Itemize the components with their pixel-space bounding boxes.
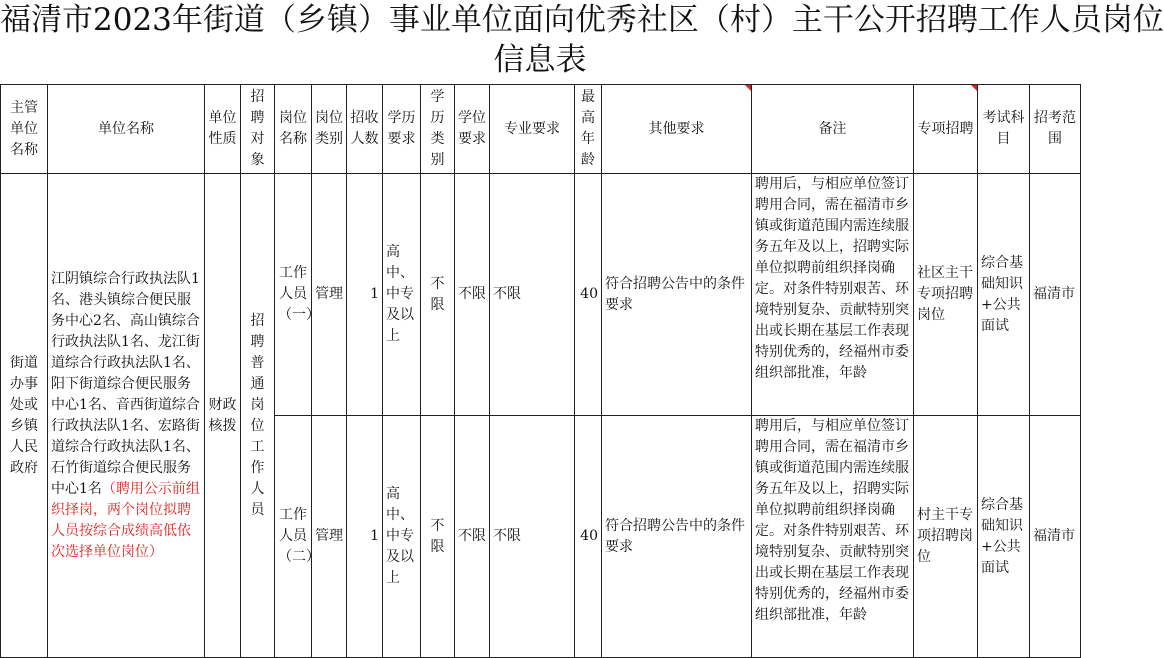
post-category-cell: 管理 xyxy=(312,416,347,658)
header-cell: 备注 xyxy=(752,85,914,174)
degree-cell: 不限 xyxy=(455,174,490,416)
age-cell: 40 xyxy=(575,416,602,658)
age-cell: 40 xyxy=(575,174,602,416)
special-cell: 村主干专项招聘岗位 xyxy=(914,416,978,658)
count-cell: 1 xyxy=(347,174,383,416)
remark-cell xyxy=(752,174,914,416)
header-cell: 招考范围 xyxy=(1030,85,1081,174)
page-title xyxy=(0,0,1164,84)
header-cell: 单位性质 xyxy=(205,85,241,174)
post-name-cell: 工作人员（一） xyxy=(275,174,312,416)
header-cell: 学历类别 xyxy=(421,85,455,174)
supervisor-cell: 街道办事处或乡镇人民政府 xyxy=(1,174,48,658)
scope-cell: 福清市 xyxy=(1030,174,1081,416)
remark-cell xyxy=(752,416,914,658)
exam-cell: 综合基础知识+公共面试 xyxy=(978,174,1030,416)
table-row xyxy=(1,174,1081,416)
header-cell: 招聘对象 xyxy=(241,85,275,174)
header-cell: 学位要求 xyxy=(455,85,490,174)
recruitment-table xyxy=(0,84,1081,658)
title-line-1: 福清市2023年街道（乡镇）事业单位面向优秀社区（村）主干公开招聘工作人员岗位 xyxy=(0,2,1164,38)
header-cell: 考试科目 xyxy=(978,85,1030,174)
major-cell: 不限 xyxy=(490,174,575,416)
header-cell: 岗位名称 xyxy=(275,85,312,174)
unit-name-text: 江阴镇综合行政执法队1名、港头镇综合便民服务中心2名、高山镇综合行政执法队1名、龙江街道综合行政执法队1名、阳下街道综合便民服务中心1名、音西街道综合行政执法队1名、宏路街道综合行政执法队1名、石竹街道综合便民服务中心1名 xyxy=(51,270,200,497)
unit-name-cell xyxy=(48,174,205,658)
header-cell: 最高年龄 xyxy=(575,85,602,174)
edu-cell: 高中、中专及以上 xyxy=(383,174,421,416)
edu-type-cell: 不限 xyxy=(421,174,455,416)
remark-text: 聘用后，与相应单位签订聘用合同，需在福清市乡镇或街道范围内需连续服务五年及以上，招聘实际单位拟聘前组织择岗确定。对条件特别艰苦、环境特别复杂、贡献特别突出或长期在基层工作表现特别优秀的，经福州市委组织部批准，年龄 xyxy=(755,418,909,623)
header-cell: 其他要求 xyxy=(602,85,752,174)
edu-cell: 高中、中专及以上 xyxy=(383,416,421,658)
exam-cell: 综合基础知识+公共面试 xyxy=(978,416,1030,658)
major-cell: 不限 xyxy=(490,416,575,658)
unit-name-note: （聘用公示前组织择岗，两个岗位拟聘人员按综合成绩高低依次选择单位岗位） xyxy=(51,480,200,560)
header-cell: 学历要求 xyxy=(383,85,421,174)
post-category-cell: 管理 xyxy=(312,174,347,416)
other-req-cell: 符合招聘公告中的条件要求 xyxy=(602,416,752,658)
header-cell: 单位名称 xyxy=(48,85,205,174)
title-line-2: 信息表 xyxy=(493,42,587,78)
remark-text: 聘用后，与相应单位签订聘用合同，需在福清市乡镇或街道范围内需连续服务五年及以上，招聘实际单位拟聘前组织择岗确定。对条件特别艰苦、环境特别复杂、贡献特别突出或长期在基层工作表现特别优秀的，经福州市委组织部批准，年龄 xyxy=(755,176,909,381)
header-cell: 专业要求 xyxy=(490,85,575,174)
post-name-cell: 工作人员（二） xyxy=(275,416,312,658)
special-cell: 社区主干专项招聘岗位 xyxy=(914,174,978,416)
header-row xyxy=(1,85,1081,174)
other-req-cell: 符合招聘公告中的条件要求 xyxy=(602,174,752,416)
edu-type-cell: 不限 xyxy=(421,416,455,658)
unit-nature-cell: 财政核拨 xyxy=(205,174,241,658)
degree-cell: 不限 xyxy=(455,416,490,658)
header-cell: 主管单位名称 xyxy=(1,85,48,174)
recruit-target-cell: 招聘普通岗位工作人员 xyxy=(241,174,275,658)
scope-cell: 福清市 xyxy=(1030,416,1081,658)
header-cell: 专项招聘 xyxy=(914,85,978,174)
count-cell: 1 xyxy=(347,416,383,658)
header-cell: 岗位类别 xyxy=(312,85,347,174)
header-cell: 招收人数 xyxy=(347,85,383,174)
